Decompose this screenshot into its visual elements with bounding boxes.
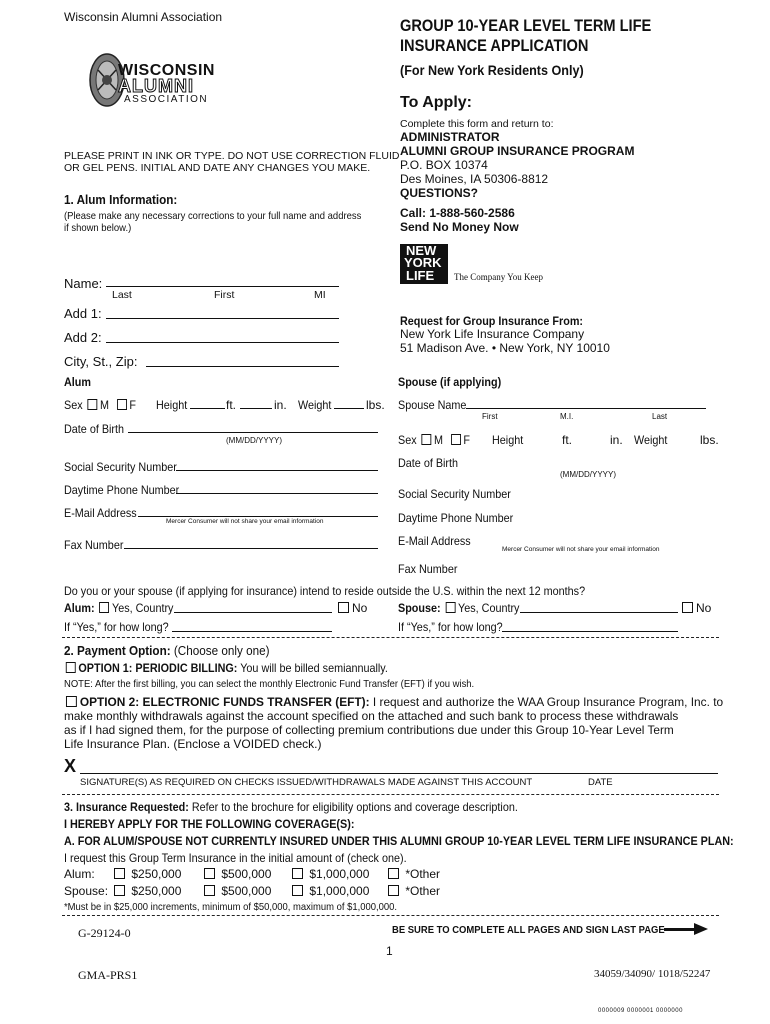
spouse-250k-label: $250,000 <box>131 884 182 898</box>
spouse-email-label: E-Mail Address <box>398 534 471 548</box>
reside-spouse-yes-checkbox[interactable] <box>445 602 455 613</box>
coverage-a-line: A. FOR ALUM/SPOUSE NOT CURRENTLY INSURED UNDER THIS ALUMNI GROUP 10-YEAR LEVEL TERM LIFE INSURANCE PLAN: <box>64 834 734 848</box>
name-mi-caption: MI <box>314 289 326 301</box>
alum-ssn-label: Social Security Number <box>64 460 177 474</box>
spouse-in-unit: in. <box>610 433 623 447</box>
alum-female-label: F <box>129 398 137 412</box>
section2-choose: (Choose only one) <box>173 643 270 658</box>
reside-spouse-yes-label: Yes, Country <box>458 601 520 615</box>
request-amount-line: I request this Group Term Insurance in the initial amount of (check one). <box>64 851 407 865</box>
reside-spouse-country-line[interactable] <box>520 612 678 613</box>
reside-spouse-no <box>680 601 711 615</box>
reference-number: 34059/34090/ 1018/52247 <box>594 968 711 980</box>
questions-label: QUESTIONS? <box>400 186 479 200</box>
spouse-fax-label: Fax Number <box>398 562 458 576</box>
reside-alum-no <box>336 601 367 615</box>
spouse-sex-label: Sex <box>398 433 417 447</box>
apply-instruction: Complete this form and return to: <box>400 118 554 130</box>
option2-row <box>64 695 723 709</box>
spouse-female-label: F <box>463 433 471 447</box>
alum-250k-checkbox[interactable] <box>114 868 125 879</box>
reside-alum-country-line[interactable] <box>174 612 332 613</box>
ink-notice-line2: OR GEL PENS. INITIAL AND DATE ANY CHANGES YOU MAKE. <box>64 162 371 174</box>
alum-other-label: *Other <box>405 867 441 881</box>
alum-email-line[interactable] <box>138 516 378 517</box>
spouse-ft-unit: ft. <box>562 433 573 447</box>
option1-checkbox[interactable] <box>66 662 76 673</box>
alum-fax-label: Fax Number <box>64 538 124 552</box>
alum-in-unit: in. <box>274 398 287 412</box>
coverage-alum-label: Alum: <box>64 867 95 881</box>
reside-spouse-no-checkbox[interactable] <box>682 602 693 613</box>
complete-all-pages-note: BE SURE TO COMPLETE ALL PAGES AND SIGN LAST PAGE <box>392 924 665 936</box>
section2-heading-row <box>64 643 269 658</box>
reside-alum-no-checkbox[interactable] <box>338 602 349 613</box>
section1-heading: 1. Alum Information: <box>64 192 178 207</box>
spouse-dob-label: Date of Birth <box>398 456 459 470</box>
program-name: ALUMNI GROUP INSURANCE PROGRAM <box>400 144 635 158</box>
nyl-address: 51 Madison Ave. • New York, NY 10010 <box>400 341 610 355</box>
option2-checkbox[interactable] <box>66 696 77 707</box>
barcode-text: 0000009 0000001 0000000 <box>598 1008 683 1014</box>
spouse-female-checkbox[interactable] <box>451 434 461 445</box>
name-label: Name: <box>64 276 103 291</box>
reside-spouse-how-long: If “Yes,” for how long? <box>398 620 503 634</box>
section1-note2: if shown below.) <box>64 222 132 234</box>
section3-heading-row <box>64 800 518 814</box>
phone-call: Call: 1-888-560-2586 <box>400 206 515 220</box>
spouse-weight-label: Weight <box>634 433 668 447</box>
alum-weight-label: Weight <box>298 398 332 412</box>
option1-title: OPTION 1: PERIODIC BILLING: <box>78 661 238 675</box>
spouse-first-caption: First <box>482 412 498 421</box>
divider-1 <box>62 637 719 638</box>
gma-code: GMA-PRS1 <box>78 968 138 982</box>
alum-1m-checkbox[interactable] <box>292 868 303 879</box>
send-no-money: Send No Money Now <box>400 220 519 234</box>
section3-refer: Refer to the brochure for eligibility options and coverage description. <box>191 800 518 814</box>
alum-other-checkbox[interactable] <box>388 868 399 879</box>
signature-line[interactable] <box>80 773 718 774</box>
logo-association: ASSOCIATION <box>124 94 209 105</box>
form-title-line1: GROUP 10-YEAR LEVEL TERM LIFE <box>400 16 652 35</box>
city-state-zip: Des Moines, IA 50306-8812 <box>400 172 549 186</box>
alum-phone-label: Daytime Phone Number <box>64 483 180 497</box>
to-apply-heading: To Apply: <box>400 94 472 111</box>
spouse-last-caption: Last <box>652 412 668 421</box>
increments-footnote: *Must be in $25,000 increments, minimum of $50,000, maximum of $1,000,000. <box>64 901 398 913</box>
arrow-right-icon <box>694 923 708 935</box>
spouse-phone-label: Daytime Phone Number <box>398 511 514 525</box>
section3-heading: 3. Insurance Requested: <box>64 800 189 814</box>
divider-2 <box>62 794 719 795</box>
alum-male-label: M <box>100 398 110 412</box>
reside-spouse-label: Spouse: <box>398 601 441 615</box>
payment-note: NOTE: After the first billing, you can select the monthly Electronic Fund Transfer (EFT) if you wish. <box>64 678 475 690</box>
alum-email-note: Mercer Consumer will not share your email information <box>166 518 324 525</box>
option2-line2: make monthly withdrawals against the account specified on the attached and such bank to process these withdrawals <box>64 709 679 723</box>
date-caption: DATE <box>588 777 613 788</box>
spouse-500k-checkbox[interactable] <box>204 885 215 896</box>
alum-dob-line[interactable] <box>128 432 378 433</box>
alum-heading: Alum <box>64 375 91 389</box>
spouse-name-line[interactable] <box>466 408 706 409</box>
alum-fax-line[interactable] <box>124 548 378 549</box>
spouse-height-label: Height <box>492 433 524 447</box>
logo-wisconsin: WISCONSIN <box>118 62 215 79</box>
logo-york: YORK <box>404 255 442 270</box>
nyl-tagline: The Company You Keep <box>454 272 543 282</box>
reside-alum-how-long-line[interactable] <box>172 631 332 632</box>
reside-alum-label: Alum: <box>64 601 95 615</box>
city-label: City, St., Zip: <box>64 354 138 369</box>
reside-question: Do you or your spouse (if applying for insurance) intend to reside outside the U.S. within the next 12 months? <box>64 584 586 598</box>
alum-500k-checkbox[interactable] <box>204 868 215 879</box>
spouse-dob-format: (MM/DD/YYYY) <box>560 470 616 479</box>
spouse-heading: Spouse (if applying) <box>398 375 502 389</box>
alum-email-label: E-Mail Address <box>64 506 137 520</box>
page-number: 1 <box>386 944 393 958</box>
alum-ft-unit: ft. <box>226 398 237 412</box>
alum-amount-other <box>386 867 440 881</box>
signature-x-mark: X <box>64 756 77 776</box>
spouse-amount-other <box>386 884 440 898</box>
alum-male-checkbox[interactable] <box>87 399 97 410</box>
admin-label: ADMINISTRATOR <box>400 130 500 144</box>
alum-amount-250k <box>112 867 181 881</box>
option1-text: You will be billed semiannually. <box>240 661 388 675</box>
spouse-250k-checkbox[interactable] <box>114 885 125 896</box>
spouse-1m-checkbox[interactable] <box>292 885 303 896</box>
form-code: G-29124-0 <box>78 926 131 940</box>
form-title-line2: INSURANCE APPLICATION <box>400 36 589 55</box>
alum-height-ft-line[interactable] <box>190 408 225 409</box>
ink-notice-line1: PLEASE PRINT IN INK OR TYPE. DO NOT USE CORRECTION FLUID <box>64 150 400 162</box>
alum-1m-label: $1,000,000 <box>309 867 370 881</box>
section1-note1: (Please make any necessary corrections to your full name and address <box>64 210 362 222</box>
option2-title: OPTION 2: ELECTRONIC FUNDS TRANSFER (EFT): <box>79 695 370 709</box>
reside-spouse-how-long-line[interactable] <box>502 631 678 632</box>
reside-alum-row <box>64 601 173 615</box>
spouse-sex-row <box>398 433 470 447</box>
spouse-name-label: Spouse Name <box>398 398 467 412</box>
spouse-other-label: *Other <box>405 884 441 898</box>
apply-for-coverage: I HEREBY APPLY FOR THE FOLLOWING COVERAGE(S): <box>64 817 355 831</box>
request-heading: Request for Group Insurance From: <box>400 314 584 328</box>
divider-3 <box>62 915 719 916</box>
alum-phone-line[interactable] <box>176 493 378 494</box>
add2-label: Add 2: <box>64 330 102 345</box>
reside-alum-no-label: No <box>352 601 368 615</box>
reside-alum-how-long: If “Yes,” for how long? <box>64 620 169 634</box>
section2-heading: 2. Payment Option: <box>64 643 171 658</box>
spouse-500k-label: $500,000 <box>221 884 272 898</box>
reside-spouse-no-label: No <box>696 601 712 615</box>
po-box: P.O. BOX 10374 <box>400 158 488 172</box>
alum-weight-line[interactable] <box>334 408 364 409</box>
alum-500k-label: $500,000 <box>221 867 272 881</box>
add1-label: Add 1: <box>64 306 102 321</box>
alum-amount-1m <box>290 867 369 881</box>
signature-caption: SIGNATURE(S) AS REQUIRED ON CHECKS ISSUED/WITHDRAWALS MADE AGAINST THIS ACCOUNT <box>80 777 533 788</box>
option1-row <box>64 661 388 675</box>
logo-new: NEW <box>406 243 437 258</box>
name-input-line[interactable] <box>106 286 339 287</box>
coverage-spouse-label: Spouse: <box>64 884 109 898</box>
city-input-line[interactable] <box>146 366 339 367</box>
spouse-amount-250k <box>112 884 181 898</box>
waa-logo <box>88 52 218 108</box>
alum-height-in-line[interactable] <box>240 408 272 409</box>
reside-alum-yes-checkbox[interactable] <box>99 602 109 613</box>
org-name: Wisconsin Alumni Association <box>64 10 223 24</box>
option2-line4: Life Insurance Plan. (Enclose a VOIDED check.) <box>64 737 322 751</box>
logo-life: LIFE <box>406 268 435 283</box>
alum-amount-500k <box>202 867 271 881</box>
reside-spouse-row <box>398 601 519 615</box>
logo-alumni: ALUMNI <box>118 76 194 96</box>
alum-dob-label: Date of Birth <box>64 422 125 436</box>
alum-dob-format: (MM/DD/YYYY) <box>226 436 282 445</box>
alum-sex-label: Sex <box>64 398 83 412</box>
spouse-email-note: Mercer Consumer will not share your email information <box>502 546 660 553</box>
alum-female-checkbox[interactable] <box>117 399 127 410</box>
new-york-life-logo <box>400 244 448 284</box>
name-last-caption: Last <box>112 289 132 301</box>
spouse-1m-label: $1,000,000 <box>309 884 370 898</box>
nyl-company: New York Life Insurance Company <box>400 327 585 341</box>
alum-height-label: Height <box>156 398 188 412</box>
form-subtitle: (For New York Residents Only) <box>400 62 584 78</box>
spouse-mi-caption: M.I. <box>560 412 574 421</box>
spouse-amount-500k <box>202 884 271 898</box>
spouse-ssn-label: Social Security Number <box>398 487 511 501</box>
spouse-lbs-unit: lbs. <box>700 433 719 447</box>
alum-ssn-line[interactable] <box>176 470 378 471</box>
spouse-male-checkbox[interactable] <box>421 434 431 445</box>
arrow-shaft-icon <box>664 928 696 931</box>
option2-line3: as if I had signed them, for the purpose of collecting premium contributions due under this Group 10-Year Level Term <box>64 723 674 737</box>
add2-input-line[interactable] <box>106 342 339 343</box>
alum-lbs-unit: lbs. <box>366 398 385 412</box>
name-first-caption: First <box>214 289 235 301</box>
spouse-other-checkbox[interactable] <box>388 885 399 896</box>
option2-line1: I request and authorize the WAA Group Insurance Program, Inc. to <box>372 695 724 709</box>
alum-250k-label: $250,000 <box>131 867 182 881</box>
add1-input-line[interactable] <box>106 318 339 319</box>
spouse-amount-1m <box>290 884 369 898</box>
spouse-male-label: M <box>434 433 444 447</box>
reside-alum-yes-label: Yes, Country <box>112 601 174 615</box>
alum-sex-row <box>64 398 136 412</box>
